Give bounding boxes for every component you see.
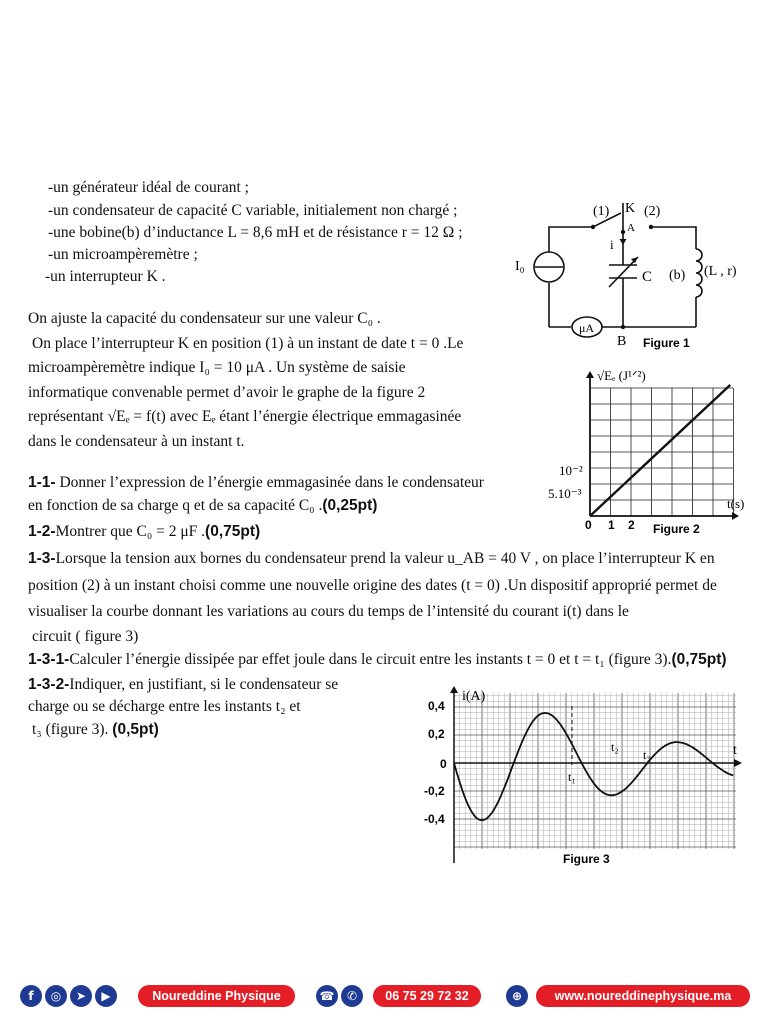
question-text: Indiquer, en justifiant, si le condensateur se bbox=[69, 676, 339, 693]
list-item-generator: -un générateur idéal de courant ; bbox=[48, 179, 249, 196]
channel-name-link[interactable]: Noureddine Physique bbox=[138, 985, 295, 1007]
list-item-coil: -une bobine(b) d’inductance L = 8,6 mH et de résistance r = 12 Ω ; bbox=[48, 224, 463, 241]
figure-2-y-arrow bbox=[586, 371, 594, 378]
whatsapp-icon[interactable]: ✆ bbox=[341, 985, 363, 1007]
question-1-2 bbox=[28, 522, 260, 542]
figure-3-y-arrow bbox=[450, 686, 458, 693]
question-points: (0,75pt) bbox=[205, 523, 261, 540]
phone-icon[interactable]: ☎ bbox=[316, 985, 338, 1007]
telegram-icon[interactable]: ➤ bbox=[70, 985, 92, 1007]
question-1-3-2-line bbox=[32, 720, 159, 740]
list-item-capacitor: -un condensateur de capacité C variable, initialement non chargé ; bbox=[48, 202, 458, 219]
globe-icon[interactable]: ⊕ bbox=[506, 985, 528, 1007]
question-points: (0,25pt) bbox=[322, 497, 378, 514]
circuit-label-b-coil: (b) bbox=[669, 268, 686, 283]
list-item-microammeter: -un microampèremètre ; bbox=[48, 246, 198, 263]
figure-3-y-tick: 0,2 bbox=[428, 727, 445, 741]
footer-bar bbox=[0, 978, 768, 1014]
circuit-label-lr: (L , r) bbox=[704, 264, 737, 279]
figure-2-series-line bbox=[590, 385, 730, 516]
circuit-label-position-2: (2) bbox=[644, 204, 661, 219]
question-text: en fonction de sa charge q et de sa capacité C₀ . bbox=[28, 497, 323, 514]
question-number: 1-3-2- bbox=[28, 676, 70, 693]
circuit-label-c: C bbox=[642, 269, 653, 285]
figure-3-t2-label: t₂ bbox=[611, 740, 619, 754]
figure-3-y-tick: 0,4 bbox=[428, 699, 445, 713]
question-1-3-line: position (2) à un instant choisi comme une nouvelle origine des dates (t = 0) .Un dispositif approprié permet de bbox=[28, 577, 717, 594]
question-number: 1-3-1- bbox=[28, 651, 70, 668]
figure-3-t3-label: t₃ bbox=[643, 748, 651, 762]
paragraph-line: informatique convenable permet d’avoir le graphe de la figure 2 bbox=[28, 384, 426, 401]
figure-2-x-label: t(s) bbox=[727, 496, 745, 511]
circuit-label-i: i bbox=[610, 237, 614, 252]
figure-1-caption: Figure 1 bbox=[643, 336, 690, 350]
list-item-switch: -un interrupteur K . bbox=[45, 268, 166, 285]
question-1-3-line: circuit ( figure 3) bbox=[32, 628, 139, 645]
question-text: Lorsque la tension aux bornes du condensateur prend la valeur u_AB = 40 V , on place l’interrupteur K en bbox=[55, 550, 715, 567]
instagram-icon[interactable]: ◎ bbox=[45, 985, 67, 1007]
figure-2-y-tick: 10⁻² bbox=[559, 463, 583, 478]
question-text: Calculer l’énergie dissipée par effet joule dans le circuit entre les instants t = 0 et t = t₁ (figure 3). bbox=[69, 651, 672, 668]
paragraph-line: représentant √Eₑ = f(t) avec Eₑ étant l’énergie électrique emmagasinée bbox=[28, 408, 462, 425]
figure-3-y-tick: 0 bbox=[440, 757, 447, 771]
figure-3-y-tick: -0,4 bbox=[424, 812, 445, 826]
figure-2-x-arrow bbox=[732, 512, 739, 520]
paragraph-line: microampèremètre indique I₀ = 10 μA . Un système de saisie bbox=[28, 359, 406, 376]
question-1-1-cont bbox=[28, 496, 377, 516]
figure-3-chart bbox=[418, 683, 753, 873]
question-1-3-2 bbox=[28, 675, 338, 695]
question-1-3 bbox=[28, 549, 715, 569]
question-points: (0,75pt) bbox=[671, 651, 727, 668]
circuit-label-a: A bbox=[627, 222, 635, 234]
circuit-label-k: K bbox=[625, 201, 636, 216]
figure-3-x-arrow bbox=[734, 759, 742, 767]
question-1-3-1 bbox=[28, 650, 727, 670]
circuit-label-b: B bbox=[617, 334, 627, 349]
question-number: 1-3- bbox=[28, 550, 56, 567]
figure-2-y-label: √Eₑ (J¹ᐟ²) bbox=[597, 368, 646, 383]
question-1-3-2-line: charge ou se décharge entre les instants t₂ et bbox=[28, 698, 301, 715]
question-1-1 bbox=[28, 473, 484, 493]
figure-1-circuit bbox=[505, 195, 740, 360]
facebook-icon[interactable]: f bbox=[20, 985, 42, 1007]
figure-3-y-label: i(A) bbox=[462, 689, 486, 704]
figure-3-caption: Figure 3 bbox=[563, 852, 610, 866]
circuit-label-position-1: (1) bbox=[593, 204, 610, 219]
question-1-3-line: visualiser la courbe donnant les variations au cours du temps de l’intensité du courant i(t) dans le bbox=[28, 603, 629, 620]
figure-2-chart bbox=[545, 365, 755, 540]
figure-2-x-tick: 0 bbox=[585, 518, 592, 532]
question-points: (0,5pt) bbox=[112, 721, 159, 738]
figure-2-x-tick: 1 bbox=[608, 518, 615, 532]
circuit-label-i0: I₀ bbox=[515, 259, 525, 274]
figure-3-x-label: t bbox=[733, 743, 737, 758]
figure-3-grid bbox=[454, 693, 736, 849]
paragraph-line: On place l’interrupteur K en position (1) à un instant de date t = 0 .Le bbox=[32, 335, 464, 352]
youtube-icon[interactable]: ▶ bbox=[95, 985, 117, 1007]
website-link[interactable]: www.noureddinephysique.ma bbox=[536, 985, 750, 1007]
question-text: Montrer que C₀ = 2 μF . bbox=[55, 523, 206, 540]
paragraph-line: dans le condensateur à un instant t. bbox=[28, 433, 245, 450]
question-text: t₃ (figure 3). bbox=[32, 721, 113, 738]
microammeter-label: μA bbox=[579, 321, 595, 335]
figure-3-y-tick: -0,2 bbox=[424, 784, 445, 798]
figure-2-x-tick: 2 bbox=[628, 518, 635, 532]
figure-2-y-tick: 5.10⁻³ bbox=[548, 486, 582, 501]
phone-number-link[interactable]: 06 75 29 72 32 bbox=[373, 985, 481, 1007]
question-number: 1-1- bbox=[28, 474, 56, 491]
question-text: Donner l’expression de l’énergie emmagasinée dans le condensateur bbox=[55, 474, 484, 491]
question-number: 1-2- bbox=[28, 523, 56, 540]
figure-2-caption: Figure 2 bbox=[653, 522, 700, 536]
figure-3-t1-label: t₁ bbox=[568, 770, 576, 784]
figure-3-current-curve bbox=[454, 713, 733, 820]
paragraph-line: On ajuste la capacité du condensateur sur une valeur C₀ . bbox=[28, 310, 381, 327]
